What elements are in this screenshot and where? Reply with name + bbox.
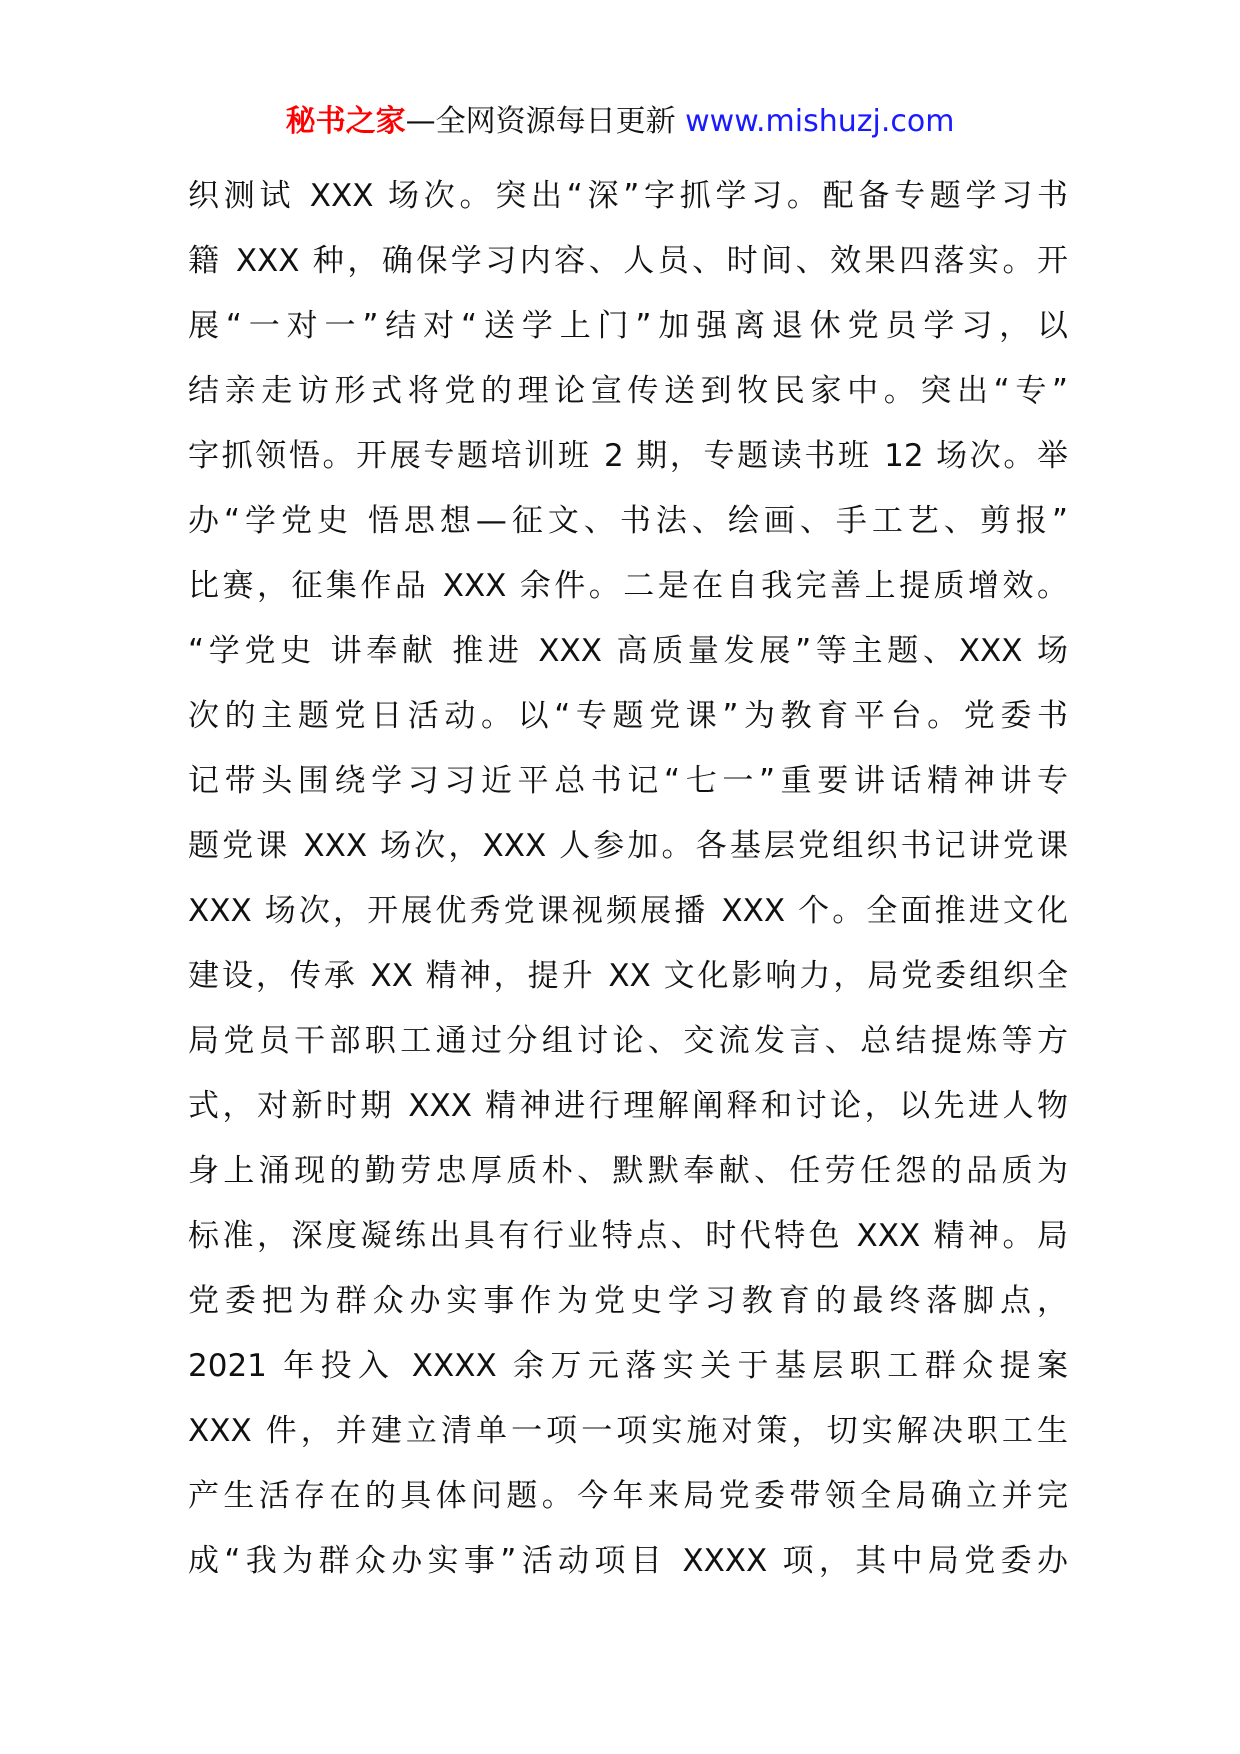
header-tagline: —全网资源每日更新 bbox=[405, 104, 686, 139]
text-line: “学党史 讲奉献 推进 XXX 高质量发展”等主题、XXX 场 bbox=[188, 633, 1068, 669]
text-line: 标准，深度凝练出具有行业特点、时代特色 XXX 精神。局 bbox=[188, 1218, 1068, 1254]
text-line: 字抓领悟。开展专题培训班 2 期，专题读书班 12 场次。举 bbox=[188, 438, 1068, 474]
text-line: 成“我为群众办实事”活动项目 XXXX 项，其中局党委办 bbox=[188, 1543, 1068, 1579]
text-line: 党委把为群众办实事作为党史学习教育的最终落脚点， bbox=[188, 1283, 1068, 1319]
text-line: 题党课 XXX 场次，XXX 人参加。各基层党组织书记讲党课 bbox=[188, 828, 1068, 864]
text-line: 2021 年投入 XXXX 余万元落实关于基层职工群众提案 bbox=[188, 1348, 1068, 1384]
text-line: XXX 场次，开展优秀党课视频展播 XXX 个。全面推进文化 bbox=[188, 893, 1068, 929]
text-line: XXX 件，并建立清单一项一项实施对策，切实解决职工生 bbox=[188, 1413, 1068, 1449]
text-line: 办“学党史 悟思想—征文、书法、绘画、手工艺、剪报” bbox=[188, 503, 1068, 539]
header-url-link[interactable]: www.mishuzj.com bbox=[685, 104, 955, 139]
text-line: 次的主题党日活动。以“专题党课”为教育平台。党委书 bbox=[188, 698, 1068, 734]
text-line: 建设，传承 XX 精神，提升 XX 文化影响力，局党委组织全 bbox=[188, 958, 1068, 994]
text-line: 身上涌现的勤劳忠厚质朴、默默奉献、任劳任怨的品质为 bbox=[188, 1153, 1068, 1189]
text-line: 展“一对一”结对“送学上门”加强离退休党员学习，以 bbox=[188, 308, 1068, 344]
text-line: 产生活存在的具体问题。今年来局党委带领全局确立并完 bbox=[188, 1478, 1068, 1514]
header-brand: 秘书之家 bbox=[285, 104, 406, 139]
text-line: 织测试 XXX 场次。突出“深”字抓学习。配备专题学习书 bbox=[188, 178, 1068, 214]
text-line: 记带头围绕学习习近平总书记“七一”重要讲话精神讲专 bbox=[188, 763, 1068, 799]
text-line: 式，对新时期 XXX 精神进行理解阐释和讨论，以先进人物 bbox=[188, 1088, 1068, 1124]
text-line: 比赛，征集作品 XXX 余件。二是在自我完善上提质增效。 bbox=[188, 568, 1068, 604]
text-line: 结亲走访形式将党的理论宣传送到牧民家中。突出“专” bbox=[188, 373, 1068, 409]
text-line: 局党员干部职工通过分组讨论、交流发言、总结提炼等方 bbox=[188, 1023, 1068, 1059]
text-line: 籍 XXX 种，确保学习内容、人员、时间、效果四落实。开 bbox=[188, 243, 1068, 279]
body-paragraph bbox=[188, 164, 1068, 1594]
page-header bbox=[0, 100, 1240, 144]
